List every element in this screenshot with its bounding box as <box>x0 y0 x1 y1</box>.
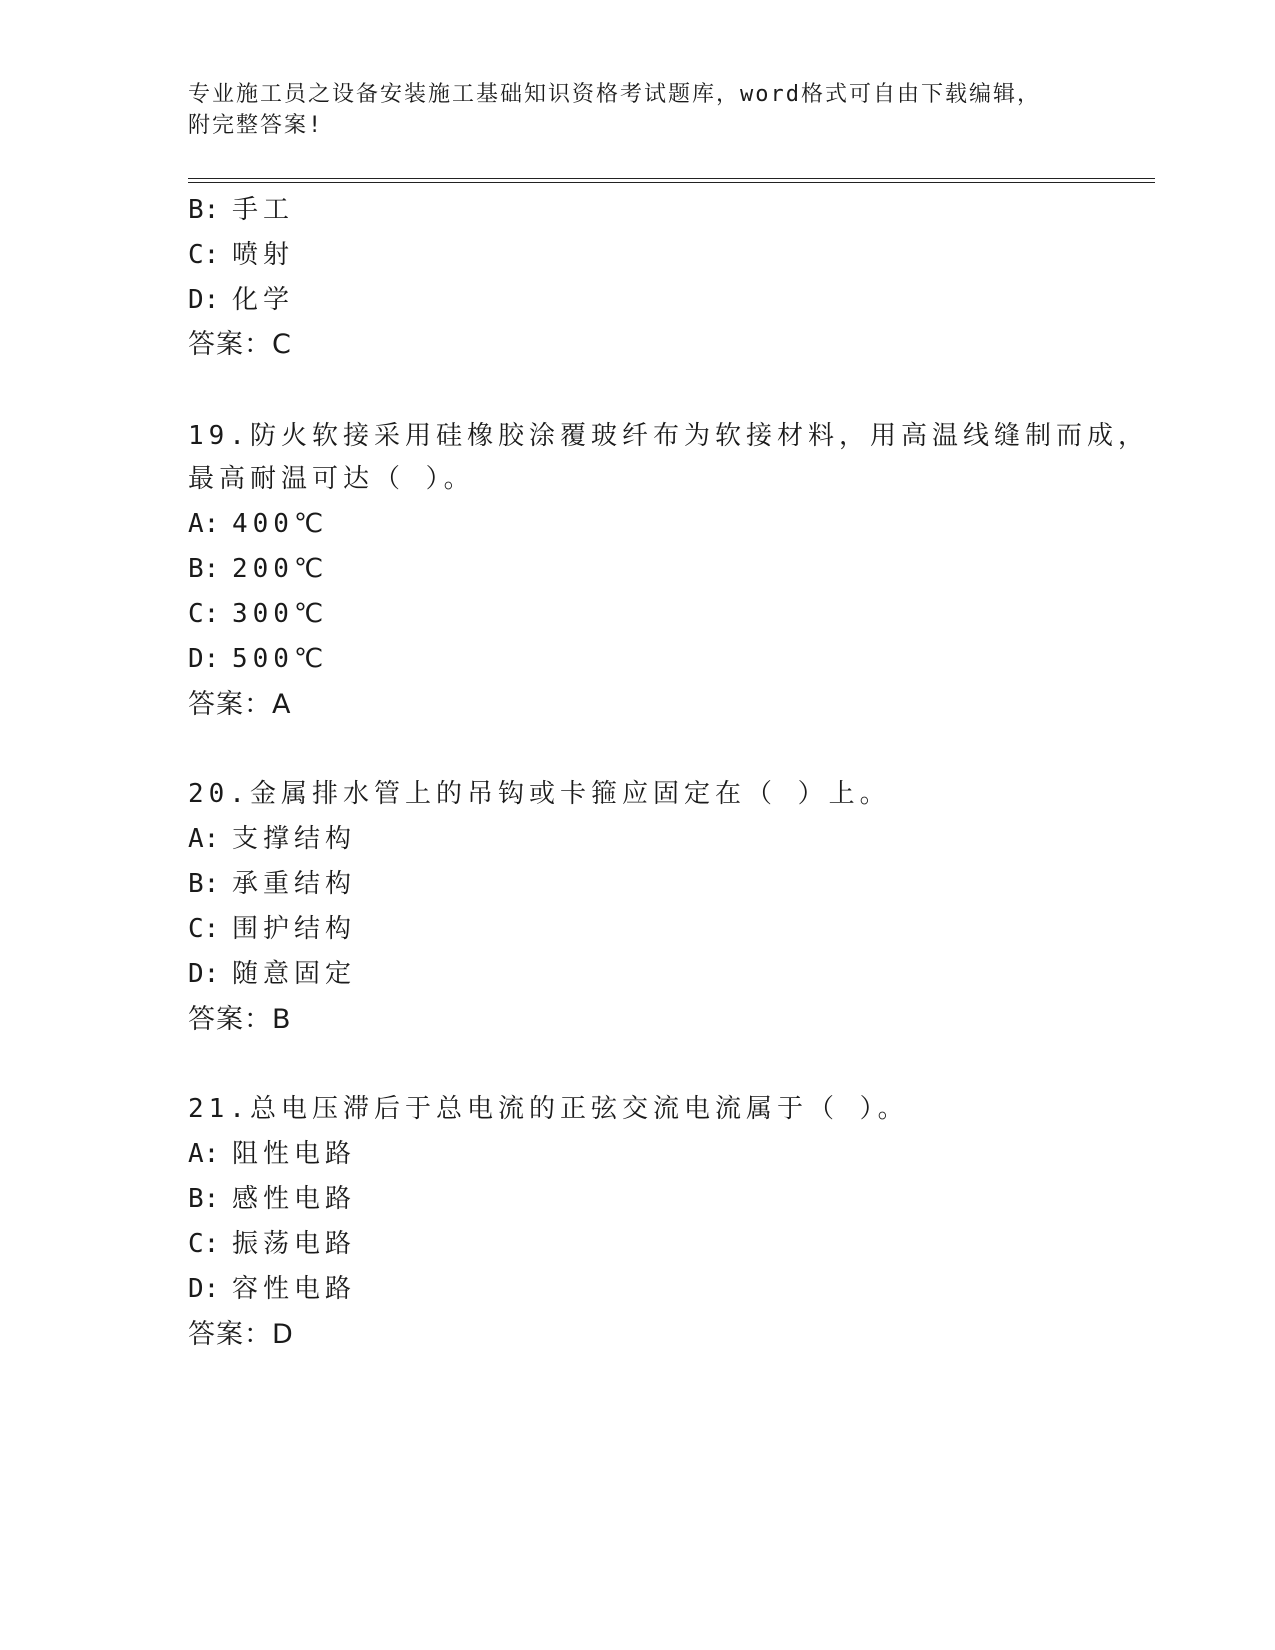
header-rule-top <box>188 178 1155 179</box>
option-letter: A: <box>188 824 220 854</box>
option-text: 支撑结构 <box>232 824 357 854</box>
q19-option-b <box>188 556 328 582</box>
option-text: 300℃ <box>232 599 329 629</box>
q21-option-d <box>188 1276 356 1302</box>
q19-option-a <box>188 511 328 537</box>
prev-option-c <box>188 242 294 268</box>
option-text: 感性电路 <box>232 1184 357 1214</box>
option-text: 化学 <box>232 285 295 315</box>
q20-answer: 答案：B <box>188 1004 292 1035</box>
q19-stem-line-2: 最高耐温可达（ ）。 <box>188 464 475 494</box>
option-letter: C: <box>188 914 220 944</box>
q20-stem-line-1: 20.金属排水管上的吊钩或卡箍应固定在（ ）上。 <box>188 779 891 809</box>
option-text: 手工 <box>232 195 295 225</box>
option-letter: B: <box>188 195 220 225</box>
option-letter: A: <box>188 1139 220 1169</box>
option-text: 500℃ <box>232 644 329 674</box>
option-letter: B: <box>188 554 220 584</box>
q21-option-b <box>188 1186 356 1212</box>
option-letter: D: <box>188 1274 220 1304</box>
q19-option-d <box>188 646 328 672</box>
q20-option-c <box>188 916 356 942</box>
q20-option-d <box>188 961 356 987</box>
option-letter: B: <box>188 1184 220 1214</box>
header-title-line-1: 专业施工员之设备安装施工基础知识资格考试题库，word格式可自由下载编辑， <box>188 82 1041 107</box>
option-text: 容性电路 <box>232 1274 357 1304</box>
option-text: 承重结构 <box>232 869 357 899</box>
q19-stem-line-1: 19.防火软接采用硅橡胶涂覆玻纤布为软接材料，用高温线缝制而成， <box>188 421 1149 451</box>
option-text: 随意固定 <box>232 959 357 989</box>
option-text: 400℃ <box>232 509 329 539</box>
option-letter: C: <box>188 1229 220 1259</box>
header-rule-bottom <box>188 182 1155 183</box>
option-letter: D: <box>188 644 220 674</box>
prev-option-d <box>188 287 294 313</box>
option-letter: C: <box>188 599 220 629</box>
q21-answer: 答案：D <box>188 1319 294 1350</box>
prev-option-b <box>188 197 294 223</box>
prev-answer: 答案：C <box>188 329 292 360</box>
q20-option-a <box>188 826 356 852</box>
option-text: 围护结构 <box>232 914 357 944</box>
option-text: 阻性电路 <box>232 1139 357 1169</box>
q19-option-c <box>188 601 328 627</box>
option-letter: D: <box>188 285 220 315</box>
header-title-line-2: 附完整答案! <box>188 113 324 138</box>
option-letter: A: <box>188 509 220 539</box>
q21-option-c <box>188 1231 356 1257</box>
q21-stem-line-1: 21.总电压滞后于总电流的正弦交流电流属于（ ）。 <box>188 1094 909 1124</box>
option-letter: C: <box>188 240 220 270</box>
q20-option-b <box>188 871 356 897</box>
q21-option-a <box>188 1141 356 1167</box>
option-letter: D: <box>188 959 220 989</box>
q19-answer: 答案：A <box>188 689 292 720</box>
option-text: 喷射 <box>232 240 295 270</box>
option-letter: B: <box>188 869 220 899</box>
option-text: 200℃ <box>232 554 329 584</box>
option-text: 振荡电路 <box>232 1229 357 1259</box>
